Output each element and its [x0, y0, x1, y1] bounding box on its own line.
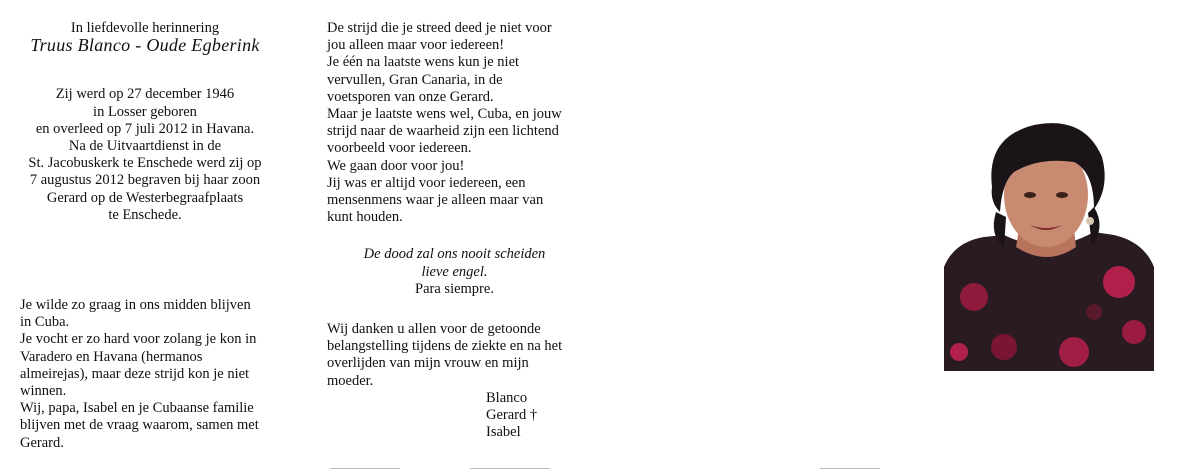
bottom-rule — [470, 468, 550, 469]
text-line: voorbeeld voor iedereen. — [327, 140, 472, 157]
tribute-text — [327, 20, 582, 226]
text-line: vervullen, Gran Canaria, in de — [327, 71, 503, 88]
text-line: Wij, papa, Isabel en je Cubaanse familie — [20, 400, 254, 417]
signature-line: Gerard † — [486, 407, 538, 424]
left-intro-column — [20, 20, 270, 224]
signature-line: Isabel — [486, 424, 521, 441]
memorial-header: In liefdevolle herinnering — [70, 20, 220, 36]
text-line: De strijd die je streed deed je niet voor — [327, 20, 552, 36]
text-line: mensenmens waar je alleen maar van — [327, 192, 544, 209]
bottom-rule — [330, 468, 400, 469]
left-text-column — [20, 297, 282, 452]
deceased-name: Truus Blanco - Oude Egberink — [30, 35, 260, 56]
signatures-block — [486, 390, 582, 442]
quote-line: lieve engel. — [421, 263, 488, 280]
biography-block — [20, 86, 270, 224]
thanks-line: Wij danken u allen voor de getoonde — [327, 321, 541, 338]
middle-text-column — [327, 20, 582, 441]
text-line: winnen. — [20, 383, 67, 400]
bio-line: Gerard op de Westerbegraafplaats — [46, 189, 244, 206]
text-line: blijven met de vraag waarom, samen met — [20, 417, 259, 434]
bio-line: Na de Uitvaartdienst in de — [68, 138, 222, 155]
text-line: in Cuba. — [20, 314, 70, 331]
bio-line: te Enschede. — [108, 206, 182, 223]
text-line: Je één na laatste wens kun je niet — [327, 54, 520, 71]
text-line: Jij was er altijd voor iedereen, een — [327, 174, 526, 191]
para-siempre: Para siempre. — [415, 280, 494, 297]
bio-line: en overleed op 7 juli 2012 in Havana. — [35, 120, 255, 137]
thanks-line: overlijden van mijn vrouw en mijn — [327, 355, 529, 372]
quote-block — [327, 246, 582, 280]
signature-line: Blanco — [486, 389, 528, 406]
text-line: Varadero en Havana (hermanos — [20, 348, 203, 365]
text-line: jou alleen maar voor iedereen! — [327, 37, 505, 54]
bio-line: 7 augustus 2012 begraven bij haar zoon — [29, 172, 261, 189]
bio-line: Zij werd op 27 december 1946 — [55, 86, 235, 103]
bio-line: in Losser geboren — [93, 103, 197, 120]
text-line: kunt houden. — [327, 209, 403, 226]
text-line: almeirejas), maar deze strijd kon je niet — [20, 365, 250, 382]
text-line: Je wilde zo graag in ons midden blijven — [20, 297, 251, 313]
bio-line: St. Jacobuskerk te Enschede werd zij op — [28, 155, 262, 172]
thanks-line: moeder. — [327, 372, 374, 389]
text-line: voetsporen van onze Gerard. — [327, 88, 494, 105]
text-line: We gaan door voor jou! — [327, 157, 465, 174]
thanks-block — [327, 321, 582, 390]
text-line: Gerard. — [20, 434, 64, 451]
text-line: strijd naar de waarheid zijn een lichtend — [327, 123, 559, 140]
thanks-line: belangstelling tijdens de ziekte en na het — [327, 338, 563, 355]
text-line: Maar je laatste wens wel, Cuba, en jouw — [327, 106, 562, 123]
quote-line: De dood zal ons nooit scheiden — [363, 246, 546, 263]
portrait-photo — [944, 117, 1154, 371]
text-line: Je vocht er zo hard voor zolang je kon in — [20, 331, 257, 348]
bottom-rule — [820, 468, 880, 469]
